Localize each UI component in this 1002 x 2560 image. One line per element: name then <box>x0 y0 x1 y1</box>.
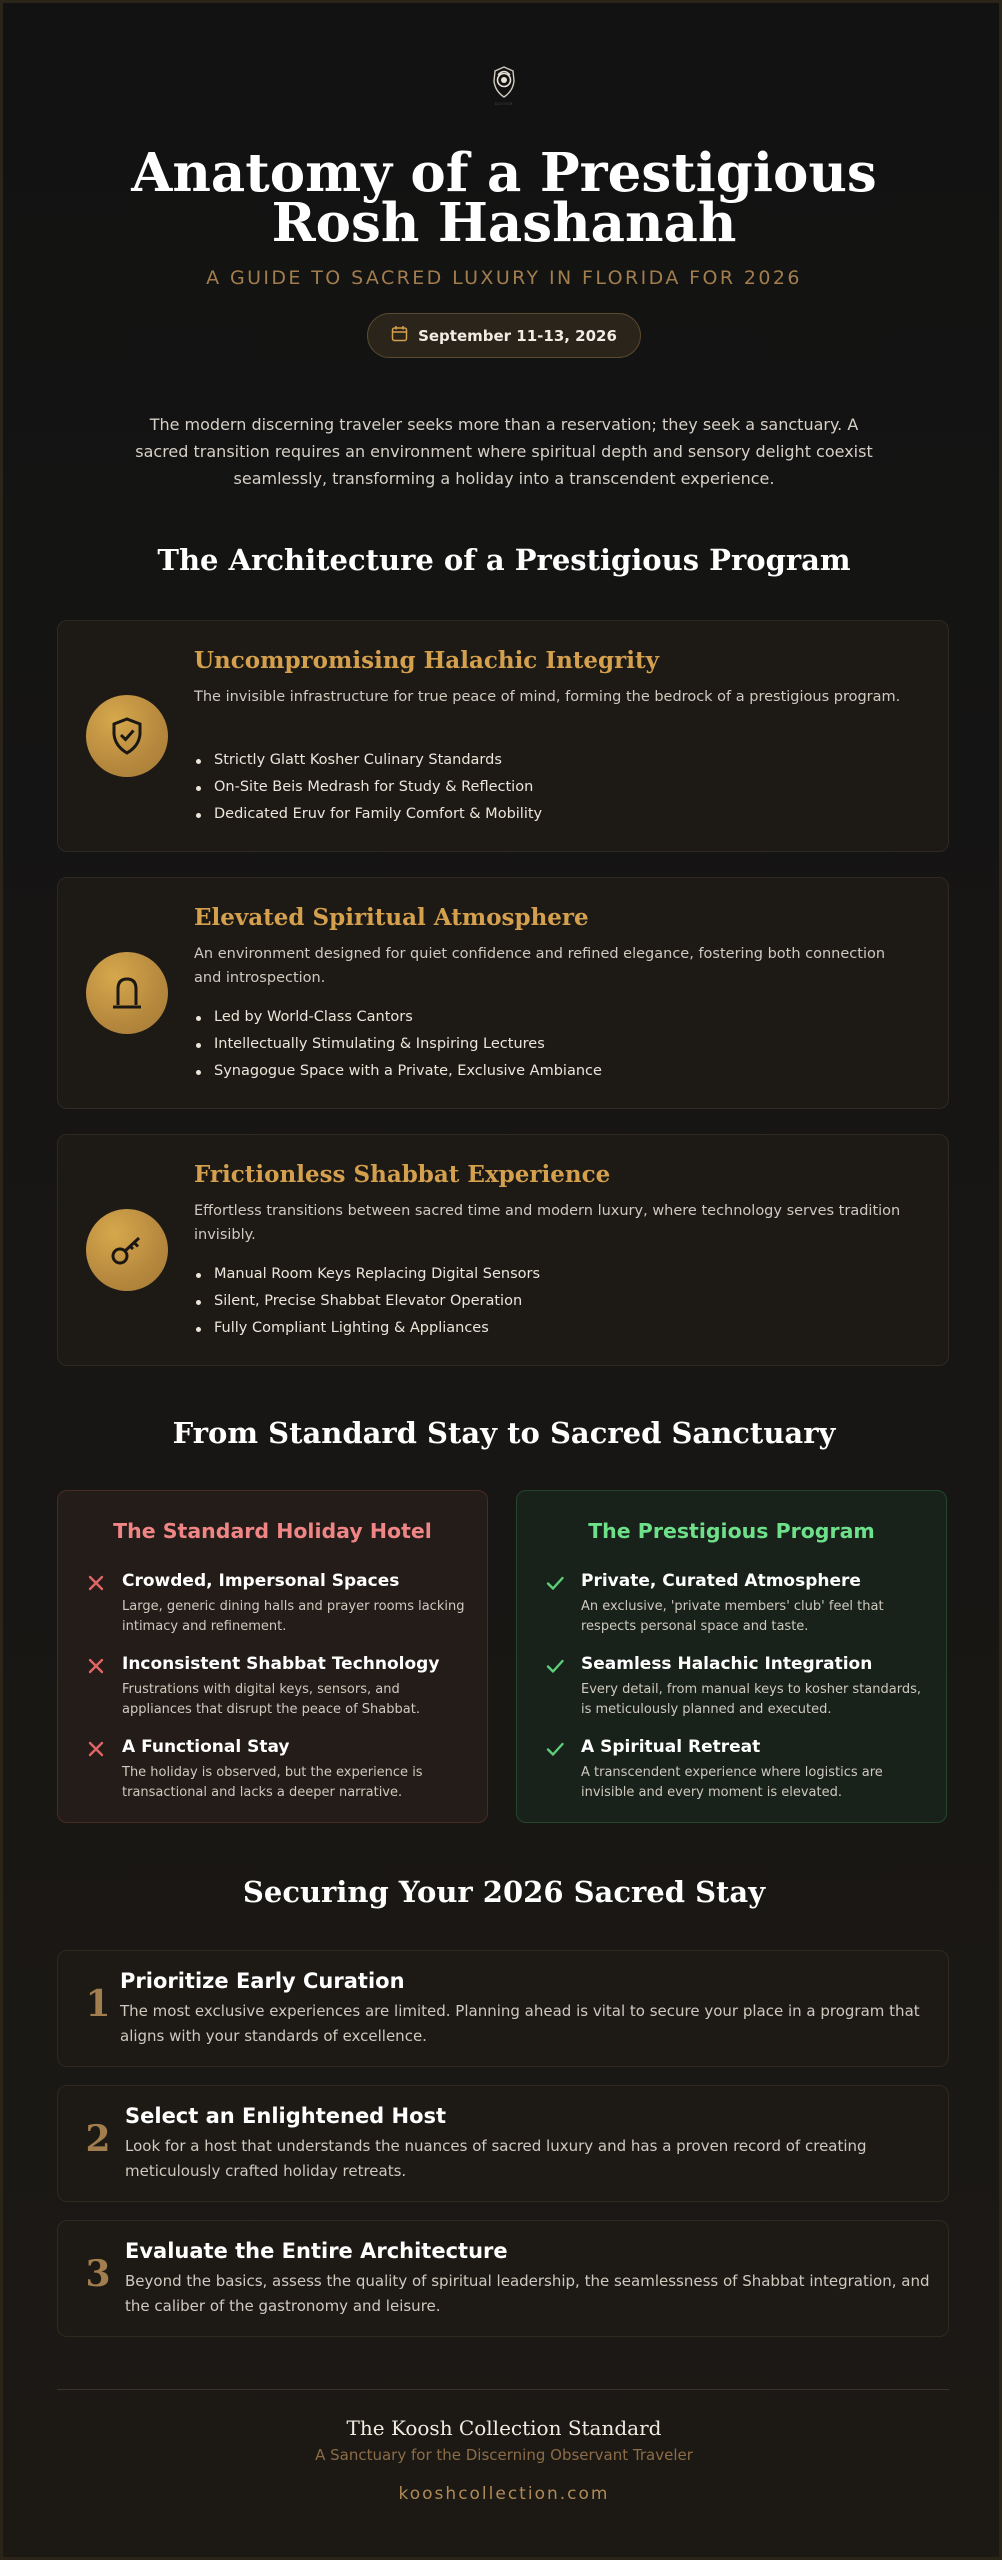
pillar-point: Manual Room Keys Replacing Digital Sensors <box>194 1261 914 1288</box>
prestige-card-title: The Prestigious Program <box>588 1519 875 1543</box>
shield-check-icon <box>86 695 168 777</box>
check-icon <box>545 1573 565 1593</box>
pillar-point: Strictly Glatt Kosher Culinary Standards <box>194 747 914 774</box>
prestige-item-text: An exclusive, 'private members' club' feel that respects personal space and taste. <box>581 1599 884 1634</box>
pillar-point: Intellectually Stimulating & Inspiring Lectures <box>194 1031 914 1058</box>
step-text: Look for a host that understands the nuances of sacred luxury and has a proven record of creating meticulously crafted holiday retreats. <box>125 2137 867 2180</box>
step-number: 2 <box>85 2118 111 2160</box>
arch-icon <box>86 952 168 1034</box>
pillar-card-halachic <box>57 620 949 852</box>
pillar-points <box>194 1261 914 1342</box>
pillar-point: Led by World-Class Cantors <box>194 1004 914 1031</box>
standard-item-text: Large, generic dining halls and prayer rooms lacking intimacy and refinement. <box>122 1599 465 1634</box>
step-card <box>57 2220 949 2337</box>
pillar-point: Synagogue Space with a Private, Exclusive Ambiance <box>194 1058 914 1085</box>
x-icon <box>86 1656 106 1676</box>
prestige-item-title: A Spiritual Retreat <box>581 1737 761 1757</box>
website-link[interactable]: kooshcollection.com <box>398 2484 610 2504</box>
key-icon <box>86 1209 168 1291</box>
page-subtitle: A GUIDE TO SACRED LUXURY IN FLORIDA FOR 2026 <box>206 267 802 289</box>
lion-crest-icon: KOOSH <box>487 65 521 115</box>
comparison-heading: From Standard Stay to Sacred Sanctuary <box>172 1416 836 1450</box>
event-date-badge <box>367 313 641 358</box>
footer-brand: The Koosh Collection Standard <box>346 2416 662 2440</box>
step-card <box>57 2085 949 2202</box>
pillar-title: Elevated Spiritual Atmosphere <box>194 904 589 931</box>
pillar-description: The invisible infrastructure for true peace of mind, forming the bedrock of a prestigious program. <box>194 689 901 705</box>
calendar-icon <box>391 325 408 346</box>
step-text: The most exclusive experiences are limited. Planning ahead is vital to secure your place in a program that aligns with your standards of excellence. <box>120 2002 920 2045</box>
step-text: Beyond the basics, assess the quality of spiritual leadership, the seamlessness of Shabbat integration, and the caliber of the gastronomy and leisure. <box>125 2272 930 2315</box>
standard-item-title: Inconsistent Shabbat Technology <box>122 1654 440 1674</box>
check-icon <box>545 1656 565 1676</box>
prestige-item-text: Every detail, from manual keys to kosher standards, is meticulously planned and executed. <box>581 1682 921 1717</box>
pillar-points <box>194 1004 914 1085</box>
x-icon <box>86 1739 106 1759</box>
pillar-point: On-Site Beis Medrash for Study & Reflection <box>194 774 914 801</box>
intro-paragraph: The modern discerning traveler seeks more than a reservation; they seek a sanctuary. A sacred transition requires an environment where spiritual depth and sensory delight coexist seamlessly, transforming a holiday into a transcendent experience. <box>135 415 873 488</box>
step-number: 3 <box>85 2253 111 2295</box>
architecture-heading: The Architecture of a Prestigious Program <box>157 543 851 577</box>
pillar-title: Uncompromising Halachic Integrity <box>194 647 659 674</box>
pillar-card-shabbat <box>57 1134 949 1366</box>
prestige-item-title: Seamless Halachic Integration <box>581 1654 873 1674</box>
page-title: Anatomy of a Prestigious Rosh Hashanah <box>131 142 877 254</box>
event-date-text: September 11-13, 2026 <box>418 326 617 345</box>
pillar-title: Frictionless Shabbat Experience <box>194 1161 611 1188</box>
footer-divider <box>57 2389 949 2390</box>
step-title: Evaluate the Entire Architecture <box>125 2239 508 2263</box>
pillar-description: Effortless transitions between sacred time and modern luxury, where technology serves tradition invisibly. <box>194 1203 901 1243</box>
prestige-item-text: A transcendent experience where logistics are invisible and every moment is elevated. <box>581 1765 883 1800</box>
pillar-point: Fully Compliant Lighting & Appliances <box>194 1315 914 1342</box>
step-card <box>57 1950 949 2067</box>
pillar-point: Silent, Precise Shabbat Elevator Operation <box>194 1288 914 1315</box>
step-title: Prioritize Early Curation <box>120 1969 405 1993</box>
step-title: Select an Enlightened Host <box>125 2104 447 2128</box>
pillar-point: Dedicated Eruv for Family Comfort & Mobility <box>194 801 914 828</box>
prestige-item-title: Private, Curated Atmosphere <box>581 1571 861 1591</box>
standard-item-title: Crowded, Impersonal Spaces <box>122 1571 400 1591</box>
pillar-points <box>194 747 914 828</box>
check-icon <box>545 1739 565 1759</box>
standard-hotel-card <box>57 1490 488 1823</box>
prestigious-program-card <box>516 1490 947 1823</box>
pillar-card-spiritual <box>57 877 949 1109</box>
standard-item-text: The holiday is observed, but the experience is transactional and lacks a deeper narrative. <box>122 1765 423 1800</box>
standard-item-title: A Functional Stay <box>122 1737 290 1757</box>
step-number: 1 <box>85 1983 111 2025</box>
pillar-description: An environment designed for quiet confidence and refined elegance, fostering both connection and introspection. <box>194 946 886 986</box>
standard-card-title: The Standard Holiday Hotel <box>113 1519 432 1543</box>
x-icon <box>86 1573 106 1593</box>
steps-heading: Securing Your 2026 Sacred Stay <box>242 1875 766 1909</box>
standard-item-text: Frustrations with digital keys, sensors, and appliances that disrupt the peace of Shabbat. <box>122 1682 420 1717</box>
footer-tagline: A Sanctuary for the Discerning Observant Traveler <box>315 2446 693 2464</box>
